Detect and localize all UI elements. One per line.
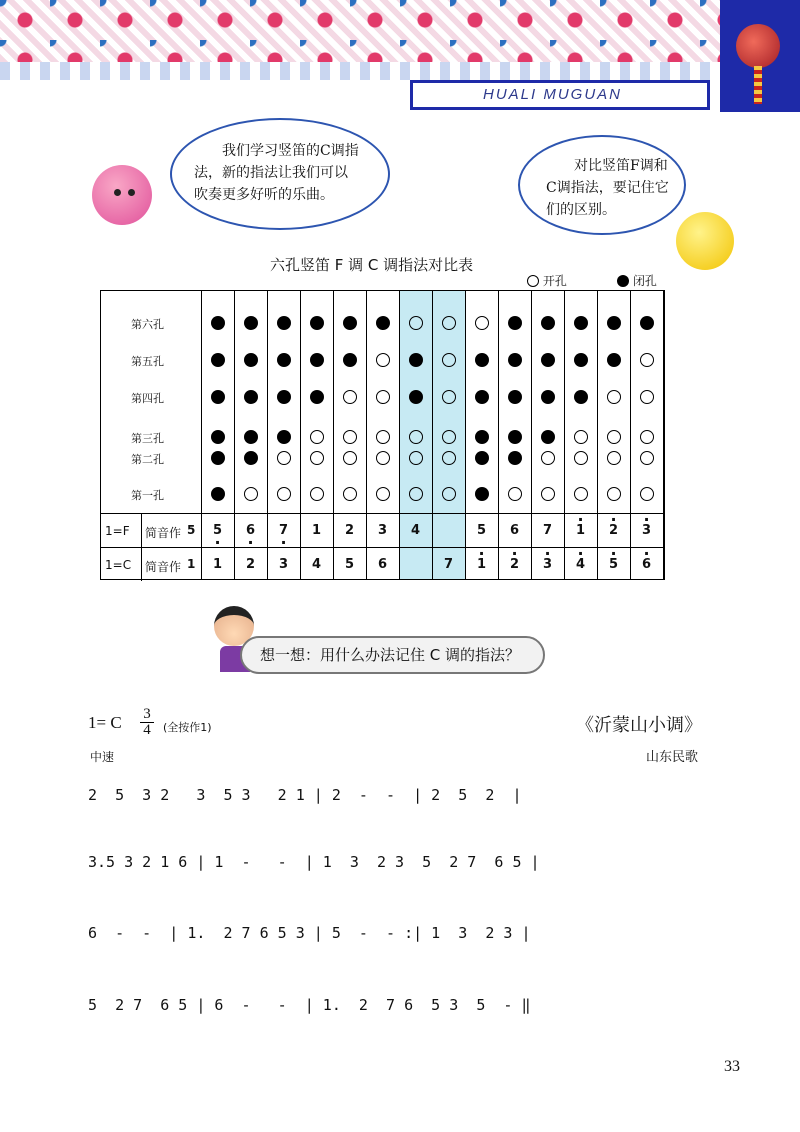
open-hole-icon xyxy=(376,390,390,404)
score-line-4: 5 2 7 6 5 | 6 - - | 1. 2 7 6 5 3 5 - ‖ xyxy=(88,996,531,1014)
closed-hole-icon xyxy=(310,316,324,330)
closed-hole-icon xyxy=(343,316,357,330)
closed-hole-icon xyxy=(617,275,629,287)
note-cell: 5 xyxy=(476,523,487,538)
closed-hole-icon xyxy=(541,430,555,444)
table-title: 六孔竖笛 F 调 C 调指法对比表 xyxy=(270,256,474,274)
open-hole-icon xyxy=(442,316,456,330)
key-label: 1=F xyxy=(105,524,130,538)
row-label: 简音作 xyxy=(145,526,182,540)
hole-label: 第四孔 xyxy=(131,392,164,405)
note-cell: 1 xyxy=(212,557,223,572)
hole-label: 第五孔 xyxy=(131,355,164,368)
fingering-hint: (全按作1) xyxy=(163,721,212,734)
open-hole-icon xyxy=(640,487,654,501)
note-cell: 6 xyxy=(509,523,520,538)
closed-hole-icon xyxy=(508,353,522,367)
note-cell: · 2 xyxy=(597,523,630,538)
closed-hole-icon xyxy=(409,390,423,404)
row-label: 简音作 xyxy=(145,560,182,574)
table-column-divider xyxy=(432,291,433,579)
note-cell: 7 xyxy=(542,523,553,538)
speech-bubble-left xyxy=(170,118,390,230)
note-cell: 1 xyxy=(311,523,322,538)
closed-hole-icon xyxy=(211,353,225,367)
score-line-3: 6 - - | 1. 2 7 6 5 3 | 5 - - :| 1 3 2 3 | xyxy=(88,924,531,942)
open-hole-icon xyxy=(310,430,324,444)
open-hole-icon xyxy=(442,487,456,501)
closed-hole-icon xyxy=(211,390,225,404)
open-hole-icon xyxy=(640,353,654,367)
open-hole-icon xyxy=(640,430,654,444)
open-hole-icon xyxy=(607,451,621,465)
open-hole-icon xyxy=(475,316,489,330)
closed-hole-icon xyxy=(475,430,489,444)
open-hole-icon xyxy=(277,487,291,501)
note-cell: · 1 xyxy=(465,557,498,572)
closed-hole-icon xyxy=(244,451,258,465)
closed-hole-icon xyxy=(310,390,324,404)
open-hole-icon xyxy=(574,430,588,444)
note-cell: 2 xyxy=(344,523,355,538)
open-hole-icon xyxy=(409,487,423,501)
note-cell: · 4 xyxy=(564,557,597,572)
open-hole-icon xyxy=(640,390,654,404)
think-prompt: 想一想：用什么办法记住 C 调的指法？ xyxy=(240,636,545,674)
open-hole-icon xyxy=(409,316,423,330)
bubble-right-line-2: C调指法，要记住它 xyxy=(546,180,669,196)
note-cell: 6 · xyxy=(234,523,267,538)
closed-hole-icon xyxy=(211,316,225,330)
decorative-banner xyxy=(0,0,720,68)
open-hole-icon xyxy=(310,451,324,465)
note-cell: · 1 xyxy=(564,523,597,538)
note-cell: 6 xyxy=(377,557,388,572)
closed-hole-icon xyxy=(211,430,225,444)
closed-hole-icon xyxy=(607,353,621,367)
open-hole-icon xyxy=(343,451,357,465)
closed-hole-icon xyxy=(376,316,390,330)
open-hole-icon xyxy=(640,451,654,465)
fingering-table xyxy=(100,290,665,580)
note-cell: 5 · xyxy=(201,523,234,538)
closed-hole-icon xyxy=(244,316,258,330)
closed-hole-icon xyxy=(508,430,522,444)
closed-hole-icon xyxy=(574,353,588,367)
note-cell: · 3 xyxy=(531,557,564,572)
pink-character-illustration xyxy=(92,165,152,225)
header-label: HUALI MUGUAN xyxy=(410,80,710,110)
note-cell: 5 xyxy=(344,557,355,572)
closed-hole-icon xyxy=(277,430,291,444)
open-hole-icon xyxy=(376,430,390,444)
closed-hole-icon xyxy=(277,353,291,367)
legend-open xyxy=(527,272,567,289)
note-cell: 4 xyxy=(410,523,421,538)
closed-hole-icon xyxy=(607,316,621,330)
open-hole-icon xyxy=(442,451,456,465)
open-hole-icon xyxy=(607,430,621,444)
closed-hole-icon xyxy=(211,451,225,465)
open-hole-icon xyxy=(244,487,258,501)
hole-label: 第六孔 xyxy=(131,318,164,331)
open-hole-icon xyxy=(527,275,539,287)
open-hole-icon xyxy=(442,390,456,404)
hole-label: 第一孔 xyxy=(131,489,164,502)
bubble-left-line-2: 法，新的指法让我们可以 xyxy=(194,165,348,181)
legend-closed xyxy=(617,272,657,289)
closed-hole-icon xyxy=(541,316,555,330)
closed-hole-icon xyxy=(475,353,489,367)
closed-hole-icon xyxy=(277,390,291,404)
row-label-note: 5 xyxy=(187,523,196,537)
bubble-left-line-3: 吹奏更多好听的乐曲。 xyxy=(194,187,334,203)
closed-hole-icon xyxy=(211,487,225,501)
hole-label: 第三孔 xyxy=(131,432,164,445)
closed-hole-icon xyxy=(244,430,258,444)
note-cell: · 3 xyxy=(630,523,663,538)
tempo-mark: 中速 xyxy=(90,750,115,764)
open-hole-icon xyxy=(574,451,588,465)
note-cell: 7 · xyxy=(267,523,300,538)
row-label-note: 1 xyxy=(187,557,196,571)
open-hole-icon xyxy=(508,487,522,501)
closed-hole-icon xyxy=(541,390,555,404)
bubble-right-line-3: 们的区别。 xyxy=(546,202,616,218)
open-hole-icon xyxy=(442,353,456,367)
bubble-left-line-1: 我们学习竖笛的C调指 xyxy=(222,143,359,159)
open-hole-icon xyxy=(376,451,390,465)
note-cell: 7 xyxy=(443,557,454,572)
open-hole-icon xyxy=(376,353,390,367)
note-cell: · 2 xyxy=(498,557,531,572)
hole-label: 第二孔 xyxy=(131,453,164,466)
open-hole-icon xyxy=(409,451,423,465)
tassel-icon xyxy=(754,66,762,104)
open-hole-icon xyxy=(409,430,423,444)
yellow-character-illustration xyxy=(676,212,734,270)
open-hole-icon xyxy=(541,451,555,465)
closed-hole-icon xyxy=(310,353,324,367)
open-hole-icon xyxy=(343,390,357,404)
song-key: 1= C xyxy=(88,713,122,732)
speech-bubble-right xyxy=(518,135,686,235)
open-hole-icon xyxy=(541,487,555,501)
lantern-icon xyxy=(736,24,780,68)
legend-closed-label: 闭孔 xyxy=(632,274,657,288)
time-signature-bottom: 4 xyxy=(140,722,154,738)
note-cell: 2 xyxy=(245,557,256,572)
page-number: 33 xyxy=(724,1058,740,1075)
note-cell: · 5 xyxy=(597,557,630,572)
open-hole-icon xyxy=(607,390,621,404)
open-hole-icon xyxy=(343,430,357,444)
open-hole-icon xyxy=(574,487,588,501)
open-hole-icon xyxy=(607,487,621,501)
time-signature-top: 3 xyxy=(143,706,151,722)
closed-hole-icon xyxy=(574,390,588,404)
score-line-2: 3.5 3 2 1 6 | 1 - - | 1 3 2 3 5 2 7 6 5 | xyxy=(88,853,540,871)
open-hole-icon xyxy=(277,451,291,465)
note-cell: 4 xyxy=(311,557,322,572)
note-cell: 3 xyxy=(278,557,289,572)
song-title: 《沂蒙山小调》 xyxy=(576,715,702,735)
table-column-divider xyxy=(663,291,664,579)
decorative-banner-strip xyxy=(0,62,720,80)
note-cell: · 6 xyxy=(630,557,663,572)
closed-hole-icon xyxy=(475,451,489,465)
closed-hole-icon xyxy=(508,451,522,465)
open-hole-icon xyxy=(442,430,456,444)
closed-hole-icon xyxy=(640,316,654,330)
open-hole-icon xyxy=(376,487,390,501)
closed-hole-icon xyxy=(541,353,555,367)
bubble-right-line-1: 对比竖笛F调和 xyxy=(574,158,668,174)
closed-hole-icon xyxy=(508,390,522,404)
time-signature xyxy=(140,707,154,738)
closed-hole-icon xyxy=(343,353,357,367)
closed-hole-icon xyxy=(475,487,489,501)
score-line-1: 2 5 3 2 3 5 3 2 1 | 2 - - | 2 5 2 | xyxy=(88,786,522,804)
closed-hole-icon xyxy=(277,316,291,330)
open-hole-icon xyxy=(310,487,324,501)
closed-hole-icon xyxy=(475,390,489,404)
closed-hole-icon xyxy=(409,353,423,367)
legend-open-label: 开孔 xyxy=(542,274,567,288)
key-label: 1=C xyxy=(105,558,132,572)
closed-hole-icon xyxy=(508,316,522,330)
song-origin: 山东民歌 xyxy=(646,750,699,765)
closed-hole-icon xyxy=(244,353,258,367)
note-cell: 3 xyxy=(377,523,388,538)
open-hole-icon xyxy=(343,487,357,501)
closed-hole-icon xyxy=(574,316,588,330)
closed-hole-icon xyxy=(244,390,258,404)
